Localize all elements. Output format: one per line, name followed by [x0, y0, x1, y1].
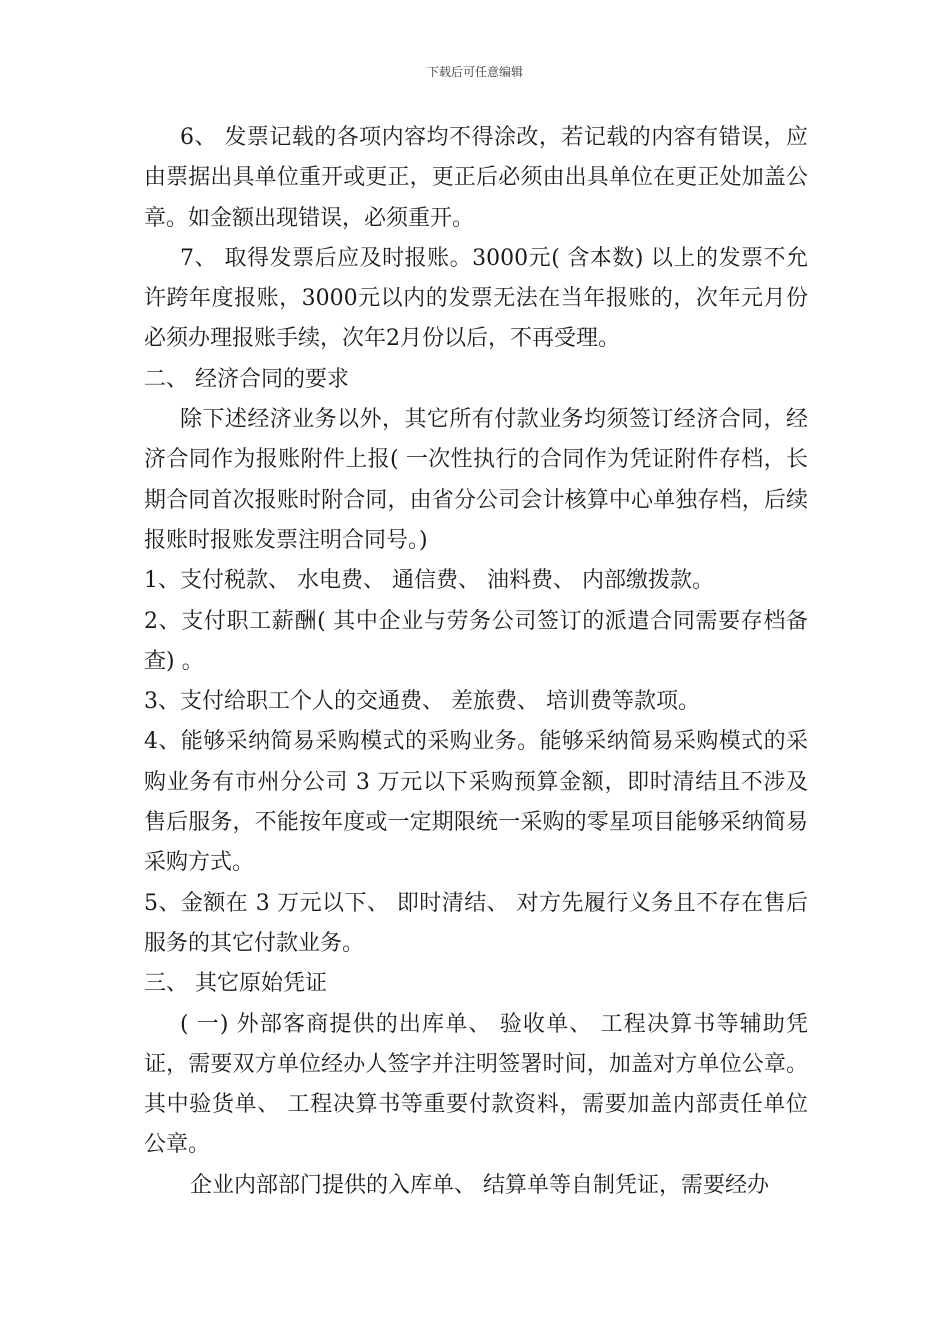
section-heading-3: 三、 其它原始凭证 [144, 971, 327, 997]
paragraph-internal-vouchers: 企业内部部门提供的入库单、 结算单等自制凭证，需要经办 [190, 1172, 769, 1198]
list-item-2: 2、支付职工薪酬( 其中企业与劳务公司签订的派遣合同需要存档备查) 。 [144, 608, 808, 674]
paragraph-item-6: 6、 发票记载的各项内容均不得涂改，若记载的内容有错误，应由票据出具单位重开或更正，更正后必须由出具单位在更正处加盖公章。如金额出现错误，必须重开。 [144, 125, 808, 231]
list-item-5: 5、金额在 3 万元以下、 即时清结、 对方先履行义务且不存在售后服务的其它付款业务。 [144, 890, 808, 956]
paragraph-contract-intro: 除下述经济业务以外，其它所有付款业务均须签订经济合同，经济合同作为报账附件上报( 一次性执行的合同作为凭证附件存档，长期合同首次报账时附合同，由省分公司会计核算中心单独存档，后续报账时报账发票注明合同号。) [144, 407, 808, 553]
list-item-1: 1、支付税款、 水电费、 通信费、 油料费、 内部缴拨款。 [144, 568, 714, 594]
section-heading-2: 二、 经济合同的要求 [144, 366, 349, 392]
document-body [144, 118, 808, 1206]
list-item-3: 3、支付给职工个人的交通费、 差旅费、 培训费等款项。 [144, 689, 700, 715]
paragraph-external-vouchers: ( 一) 外部客商提供的出库单、 验收单、 工程决算书等辅助凭证，需要双方单位经办人签字并注明签署时间，加盖对方单位公章。其中验货单、 工程决算书等重要付款资料，需要加盖内部责任单位公章。 [144, 1011, 808, 1158]
list-item-4: 4、能够采纳简易采购模式的采购业务。能够采纳简易采购模式的采购业务有市州分公司 3 万元以下采购预算金额，即时清结且不涉及售后服务，不能按年度或一定期限统一采购的零星项目能够采纳简易采购方式。 [144, 729, 808, 876]
page-header: 下载后可任意编辑 [426, 65, 523, 79]
paragraph-item-7: 7、 取得发票后应及时报账。3000元( 含本数) 以上的发票不允许跨年度报账，3000元以内的发票无法在当年报账的，次年元月份必须办理报账手续，次年2月份以后，不再受理。 [144, 245, 808, 352]
